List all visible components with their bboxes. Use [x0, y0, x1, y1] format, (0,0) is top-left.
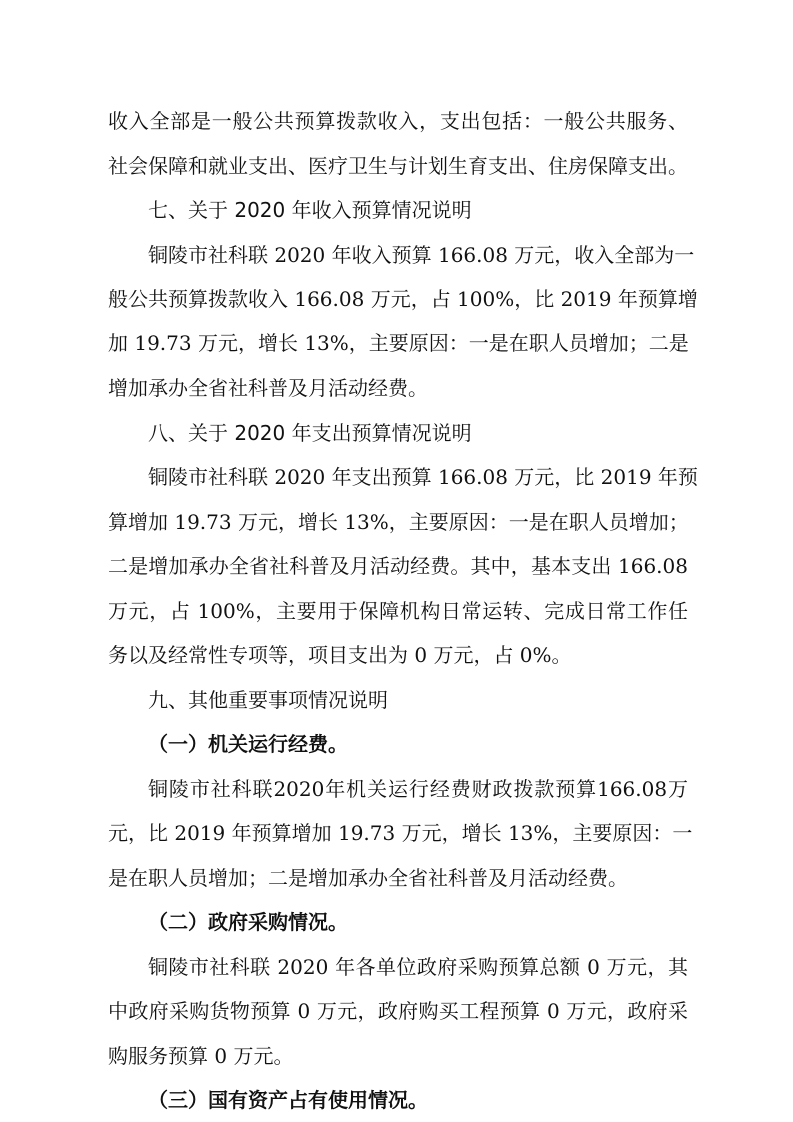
paragraph-line: 铜陵市社科联2020年机关运行经费财政拨款预算166.08万: [148, 777, 688, 801]
section-heading-9: 九、其他重要事项情况说明: [148, 688, 388, 712]
paragraph-line: 购服务预算 0 万元。: [108, 1044, 294, 1068]
paragraph-line: 元，比 2019 年预算增加 19.73 万元，增长 13%，主要原因：一: [108, 821, 693, 845]
subsection-heading-3: （三）国有资产占有使用情况。: [148, 1088, 428, 1112]
paragraph-line: 务以及经常性专项等，项目支出为 0 万元，占 0%。: [108, 643, 572, 667]
paragraph-line: 二是增加承办全省社科普及月活动经费。其中，基本支出 166.08: [108, 554, 688, 578]
paragraph-line: 算增加 19.73 万元，增长 13%，主要原因：一是在职人员增加；: [108, 510, 689, 534]
paragraph-line: 加 19.73 万元，增长 13%，主要原因：一是在职人员增加；二是: [108, 331, 689, 355]
paragraph-line: 万元，占 100%，主要用于保障机构日常运转、完成日常工作任: [108, 599, 688, 623]
subsection-heading-1: （一）机关运行经费。: [148, 732, 348, 756]
section-heading-7: 七、关于 2020 年收入预算情况说明: [148, 198, 472, 222]
paragraph-line: 般公共预算拨款收入 166.08 万元，占 100%，比 2019 年预算增: [108, 287, 698, 311]
paragraph-line: 收入全部是一般公共预算拨款收入，支出包括：一般公共服务、: [108, 109, 688, 133]
paragraph-line: 增加承办全省社科普及月活动经费。: [108, 376, 428, 400]
paragraph-line: 社会保障和就业支出、医疗卫生与计划生育支出、住房保障支出。: [108, 154, 688, 178]
subsection-heading-2: （二）政府采购情况。: [148, 910, 348, 934]
paragraph-line: 是在职人员增加；二是增加承办全省社科普及月活动经费。: [108, 866, 628, 890]
paragraph-line: 铜陵市社科联 2020 年支出预算 166.08 万元，比 2019 年预: [148, 465, 698, 489]
paragraph-line: 中政府采购货物预算 0 万元，政府购买工程预算 0 万元，政府采: [108, 999, 688, 1023]
paragraph-line: 铜陵市社科联 2020 年各单位政府采购预算总额 0 万元，其: [148, 955, 688, 979]
paragraph-line: 铜陵市社科联 2020 年收入预算 166.08 万元，收入全部为一: [148, 243, 695, 267]
section-heading-8: 八、关于 2020 年支出预算情况说明: [148, 421, 472, 445]
